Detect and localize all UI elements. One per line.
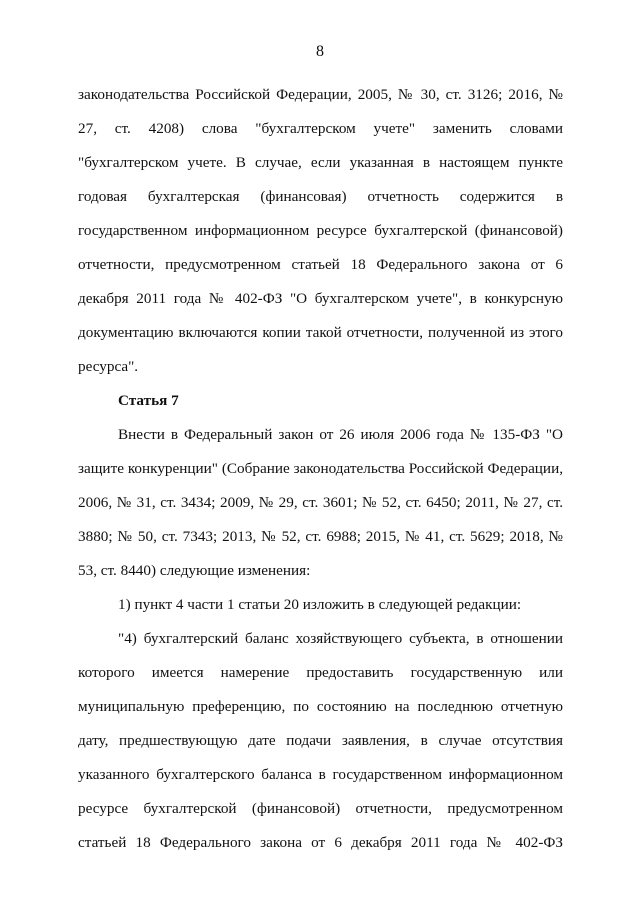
paragraph-continuation: законодательства Российской Федерации, 2005, № 30, ст. 3126; 2016, № 27, ст. 4208) слова "бухгалтерском учете" заменить словами "бухгалтерском учете. В случае, если указанная в настоящем пункте годовая бухгалтерская (финансовая) отчетность содержится в государственном информационном ресурсе бухгалтерской (финансовой) отчетности, предусмотренном статьей 18 Федерального закона от 6 декабря 2011 года № 402-ФЗ "О бухгалтерском учете", в конкурсную документацию включаются копии такой отчетности, полученной из этого ресурса". xyxy=(78,86,563,375)
document-body xyxy=(78,78,563,860)
paragraph-item-1: 1) пункт 4 части 1 статьи 20 изложить в следующей редакции: xyxy=(118,596,522,613)
page-number: 8 xyxy=(316,43,324,60)
paragraph-article-intro: Внести в Федеральный закон от 26 июля 2006 года № 135-ФЗ "О защите конкуренции" (Собрание законодательства Российской Федерации, 2006, № 31, ст. 3434; 2009, № 29, ст. 3601; № 52, ст. 6450; 2011, № 27, ст. 3880; № 50, ст. 7343; 2013, № 52, ст. 6988; 2015, № 41, ст. 5629; 2018, № 53, ст. 8440) следующие изменения: xyxy=(78,426,563,579)
article-heading: Статья 7 xyxy=(118,392,179,409)
paragraph-quoted-text: "4) бухгалтерский баланс хозяйствующего субъекта, в отношении которого имеется намерение предоставить государственную или муниципальную преференцию, по состоянию на последнюю отчетную дату, предшествующую дате подачи заявления, в случае отсутствия указанного бухгалтерского баланса в государственном информационном ресурсе бухгалтерской (финансовой) отчетности, предусмотренном статьей 18 Федерального закона от 6 декабря 2011 года № 402-ФЗ xyxy=(78,630,563,851)
